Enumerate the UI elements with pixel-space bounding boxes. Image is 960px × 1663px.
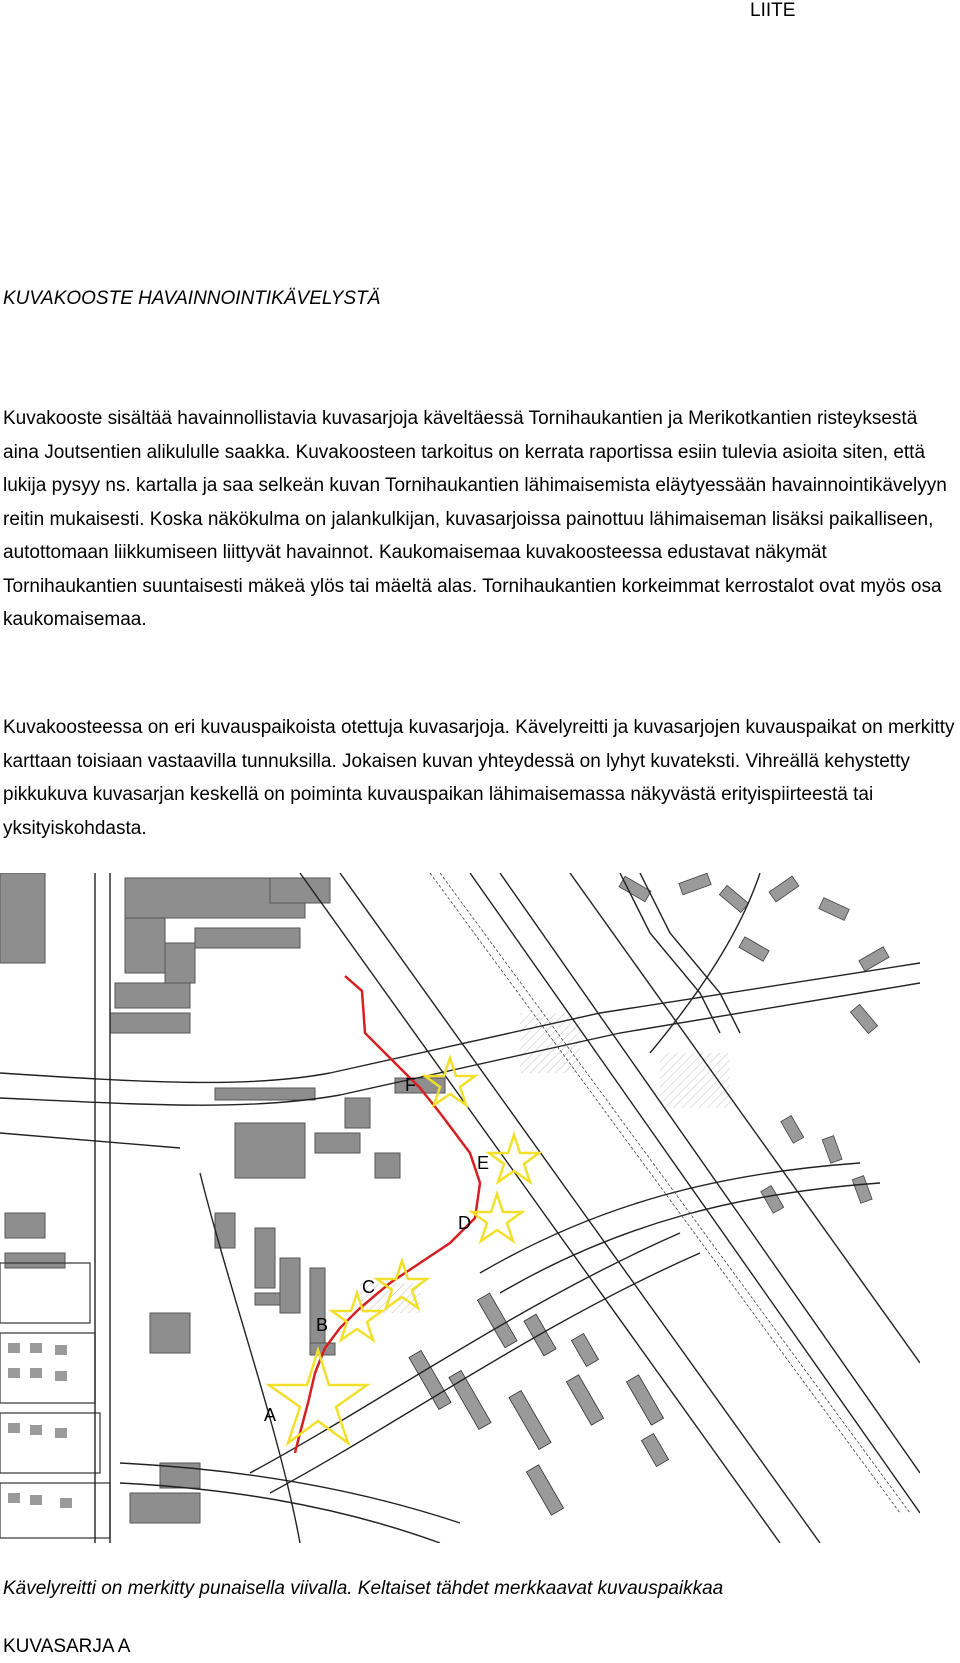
marker-label-d: D [458,1213,471,1233]
marker-label-b: B [316,1315,329,1335]
intro-paragraph: Kuvakooste sisältää havainnollistavia kuvasarjoja käveltäessä Tornihaukantien ja Merikotkantien risteyksestä aina Joutsentien alikululle saakka. Kuvakoosteen tarkoitus on kerrata raportissa esiin tulevia asioita siten, että lukija pysyy ns. kartalla ja saa selkeän kuvan Tornihaukantien lähimaisemista eläytyessään havainnointikävelyyn reitin mukaisesti. Koska näkökulma on jalankulkijan, kuvasarjoissa painottuu lähimaiseman lisäksi paikalliseen, autottomaan liikkumiseen liittyvät havainnot. Kaukomaisemaa kuvakoosteessa edustavat näkymät Tornihaukantien suuntaisesti mäkeä ylös tai mäeltä alas. Tornihaukantien korkeimmat kerrostalot ovat myös osa kaukomaisemaa. [3,408,947,630]
marker-label-a: A [264,1405,277,1425]
description-paragraph: Kuvakoosteessa on eri kuvauspaikoista otettuja kuvasarjoja. Kävelyreitti ja kuvasarjojen kuvauspaikat on merkitty karttaan toisiaan vastaavilla tunnuksilla. Jokaisen kuvan yhteydessä on lyhyt kuvateksti. Vihreällä kehystetty pikkukuva kuvasarjan keskellä on poiminta kuvauspaikan lähimaisemassa näkyvästä erityispiirteestä tai yksityiskohdasta. [3,717,955,839]
page-title: KUVAKOOSTE HAVAINNOINTIKÄVELYSTÄ [3,288,381,309]
marker-label-c: C [362,1277,375,1297]
marker-label-e: E [477,1153,490,1173]
map-caption: Kävelyreitti on merkitty punaisella viivalla. Keltaiset tähdet merkkaavat kuvauspaikkaa [3,1578,724,1599]
route-map [0,873,920,1543]
series-heading: KUVASARJA A [3,1636,131,1657]
marker-label-f: F [405,1075,416,1095]
page-label: LIITE [750,0,796,21]
